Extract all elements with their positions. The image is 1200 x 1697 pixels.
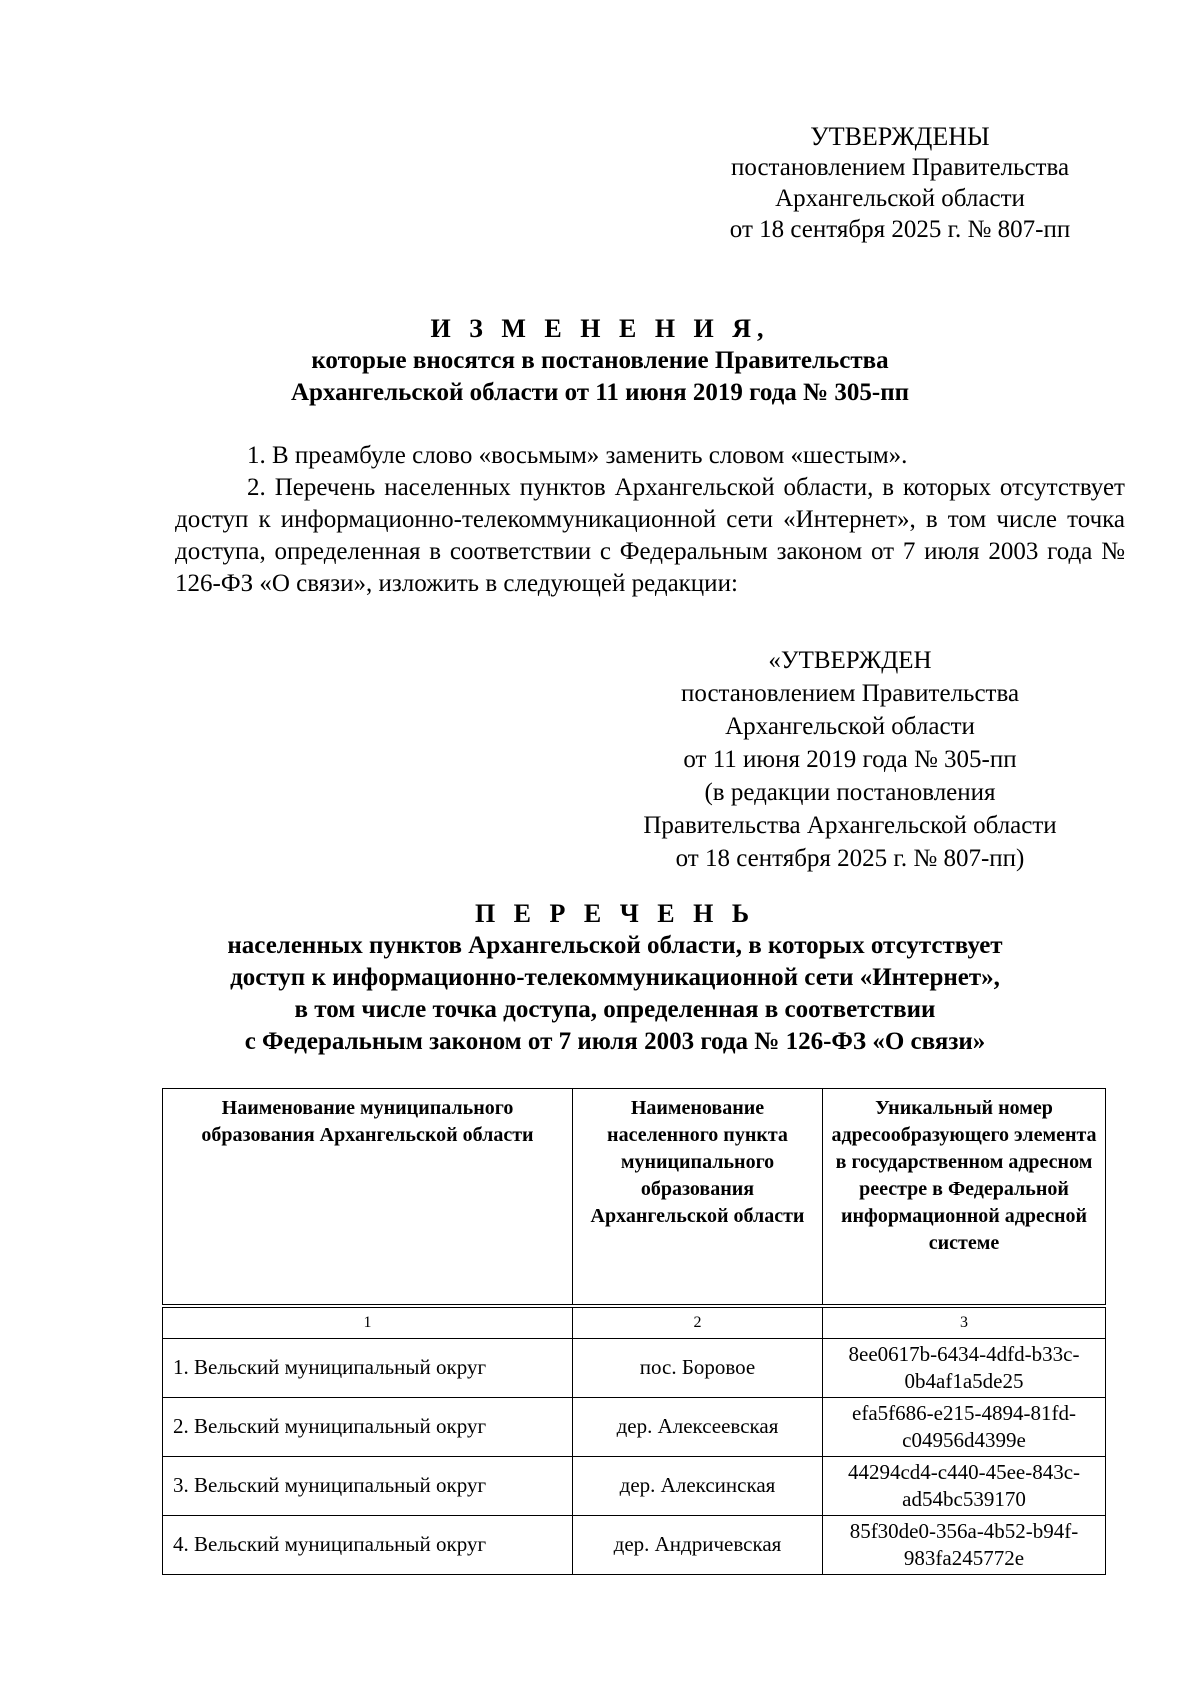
address-code-cell: 8ee0617b-6434-4dfd-b33c-0b4af1a5de25 xyxy=(823,1338,1106,1397)
municipality-cell: 3. Вельский муниципальный округ xyxy=(163,1456,573,1515)
list-title-line: населенных пунктов Архангельской области, в которых отсутствует xyxy=(227,932,1003,959)
municipality-cell: 4. Вельский муниципальный округ xyxy=(163,1515,573,1574)
approval-heading: УТВЕРЖДЕНЫ xyxy=(810,122,990,151)
approval-stamp-quoted xyxy=(600,644,1100,875)
settlement-cell: дер. Алексеевская xyxy=(573,1397,823,1456)
settlements-table xyxy=(162,1088,1106,1575)
table-row xyxy=(163,1338,1106,1397)
column-number: 3 xyxy=(823,1306,1106,1339)
table-row xyxy=(163,1456,1106,1515)
paragraph: 1. В преамбуле слово «восьмым» заменить словом «шестым». xyxy=(247,442,908,469)
settlement-cell: пос. Боровое xyxy=(573,1338,823,1397)
approval-line: постановлением Правительства xyxy=(730,154,1070,181)
approval2-line: от 18 сентября 2025 г. № 807-пп) xyxy=(675,845,1025,872)
settlement-cell: дер. Андричевская xyxy=(573,1515,823,1574)
list-title-line: с Федеральным законом от 7 июля 2003 года № 126-ФЗ «О связи» xyxy=(244,1028,986,1055)
approval2-line: Архангельской области xyxy=(725,713,975,740)
column-number-row xyxy=(163,1306,1106,1339)
municipality-cell: 1. Вельский муниципальный округ xyxy=(163,1338,573,1397)
approval-line: от 18 сентября 2025 г. № 807-пп xyxy=(729,216,1071,243)
title-line: Архангельской области от 11 июня 2019 года № 305-пп xyxy=(290,379,910,406)
list-title-line: в том числе точка доступа, определенная в соответствии xyxy=(294,996,936,1023)
column-header: Наименование муниципального образования Архангельской области xyxy=(163,1089,573,1306)
table-row xyxy=(163,1515,1106,1574)
approval2-line: от 11 июня 2019 года № 305-пп xyxy=(683,746,1017,773)
settlement-cell: дер. Алексинская xyxy=(573,1456,823,1515)
approval2-heading: «УТВЕРЖДЕН xyxy=(768,647,932,674)
municipality-cell: 2. Вельский муниципальный округ xyxy=(163,1397,573,1456)
table-header-row xyxy=(163,1089,1106,1306)
approval2-line: Правительства Архангельской области xyxy=(643,812,1057,839)
title-line: которые вносятся в постановление Правительства xyxy=(311,347,889,374)
column-header: Уникальный номер адресообразующего элемента в государственном адресном реестре в Федеральной информационной адресной системе xyxy=(823,1089,1106,1306)
list-title-heading: П Е Р Е Ч Е Н Ь xyxy=(474,899,756,928)
approval2-line: (в редакции постановления xyxy=(704,779,996,806)
table-row xyxy=(163,1397,1106,1456)
title-heading: И З М Е Н Е Н И Я, xyxy=(430,314,770,343)
list-title xyxy=(150,898,1080,1058)
column-header: Наименование населенного пункта муниципального образования Архангельской области xyxy=(573,1089,823,1306)
document-title xyxy=(170,313,1030,409)
approval-line: Архангельской области xyxy=(775,185,1025,212)
paragraph: 2. Перечень населенных пунктов Архангельской области, в которых отсутствует доступ к информационно-телекоммуникационной сети «Интернет», в том числе точка доступа, определенная в соответствии с Федеральным законом от 7 июля 2003 года № 126-ФЗ «О связи», изложить в следующей редакции: xyxy=(175,474,1125,597)
document-body xyxy=(175,440,1125,600)
approval2-line: постановлением Правительства xyxy=(680,680,1020,707)
list-title-line: доступ к информационно-телекоммуникационной сети «Интернет», xyxy=(230,964,1000,991)
address-code-cell: 85f30de0-356a-4b52-b94f-983fa245772e xyxy=(823,1515,1106,1574)
address-code-cell: 44294cd4-c440-45ee-843c-ad54bc539170 xyxy=(823,1456,1106,1515)
column-number: 2 xyxy=(573,1306,823,1339)
column-number: 1 xyxy=(163,1306,573,1339)
approval-stamp xyxy=(690,121,1110,245)
address-code-cell: efa5f686-e215-4894-81fd-c04956d4399e xyxy=(823,1397,1106,1456)
